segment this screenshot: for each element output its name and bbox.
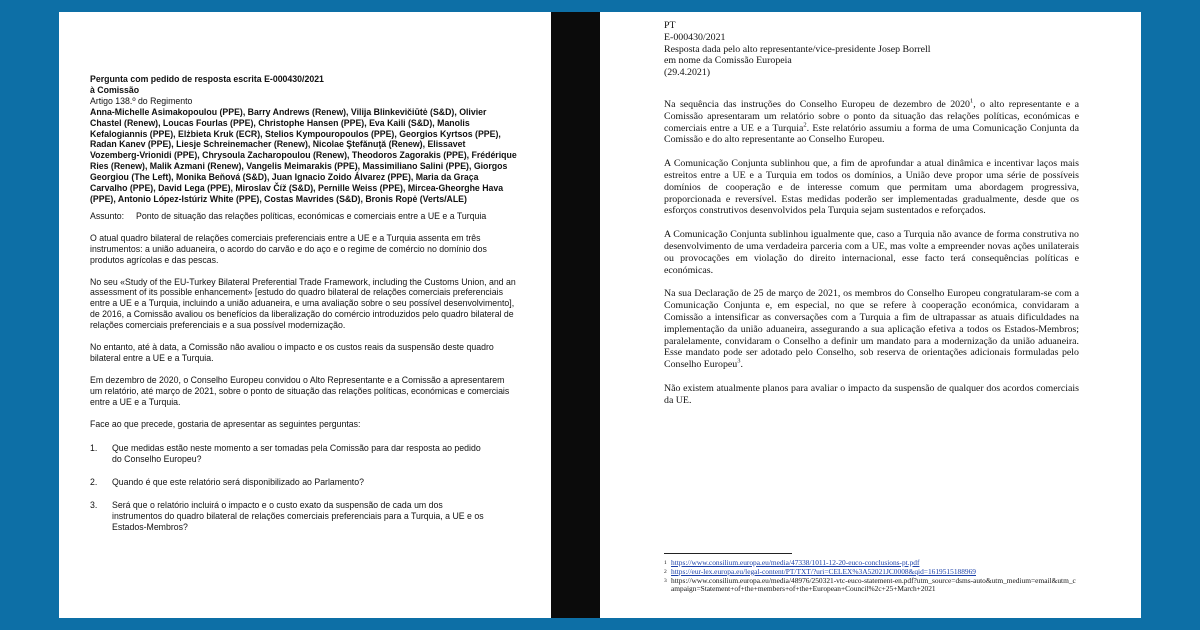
page-gap [551, 12, 600, 618]
answer-by: Resposta dada pelo alto representante/vice-presidente Josep Borrell [664, 43, 931, 55]
footnote-number: 2 [664, 568, 667, 575]
footnote-number: 3 [664, 577, 667, 584]
authors-list: Anna-Michelle Asimakopoulou (PPE), Barry Andrews (Renew), Vilija Blinkevičiūtė (S&D), Olivier Chastel (Renew), Loucas Fourlas (PPE), Christophe Hansen (PPE), Eva Kaili (S&D), Manolis Kefalogiannis (PPE), Elżbieta Kruk (ECR), Stelios Kympouropoulos (PPE), Georgios Kyrtsos (PPE), Radan Kanev (PPE), Liesje Schreinemacher (Renew), Nicolae Ştefănuţă (Renew), Elissavet Vozemberg-Vrionidi (PPE), Chrysoula Zacharopoulou (Renew), Theodoros Zagorakis (PPE), Frédérique Ries (Renew), Malik Azmani (Renew), Vangelis Meimarakis (PPE), Massimiliano Salini (PPE), Giorgos Georgiou (The Left), Monika Beňová (S&D), Juan Ignacio Zoido Álvarez (PPE), Maria da Graça Carvalho (PPE), David Lega (PPE), Miroslav Číž (S&D), Pernille Weiss (PPE), Mircea-Gheorghe Hava (PPE), Antonio López-Istúriz White (PPE), Costas Mavrides (S&D), Bronis Ropė (Verts/ALE) [90, 106, 517, 204]
question-number: 3. [90, 500, 98, 511]
paragraph: No seu «Study of the EU-Turkey Bilateral Preferential Trade Framework, including the Customs Union, and an assessment of its possible enhancement» [estudo do quadro bilateral de relações comerciais preferenciais entre a UE e a Turquia, incluindo a união aduaneira, e uma avaliação sobre o seu possível desenvolvimento], de 2016, a Comissão avaliou os benefícios da liberalização do comércio introduzidos pelo quadro bilateral de relações comerciais preferenciais e a sua possível modernização. [90, 276, 516, 331]
footnote-link[interactable]: https://eur-lex.europa.eu/legal-content/PT/TXT/?uri=CELEX%3A52021JC0008&qid=1619515188969 [671, 566, 976, 576]
question-number: 2. [90, 477, 98, 488]
footnote-url-text: https://www.consilium.europa.eu/media/48976/250321-vtc-euco-statement-en.pdf?utm_source=dsms-auto&utm_medium=email&utm_campaign=Statement+of+the+members+of+the+European+Council%2c+25+March+2021 [671, 575, 1076, 594]
answer-header [664, 20, 1079, 79]
question-item [90, 500, 517, 533]
footnote-number: 1 [664, 560, 667, 566]
text-run: . Este relatório assumiu a forma de uma Comunicação Conjunta da Comissão e do alto representante ao Conselho Europeu. [664, 122, 1079, 146]
footnote-ref[interactable]: 3 [737, 357, 741, 365]
footnote-ref[interactable]: 1 [969, 97, 974, 105]
on-behalf: em nome da Comissão Europeia [664, 55, 792, 67]
answer-paragraph [664, 99, 1079, 146]
language-code: PT [664, 20, 676, 31]
question-text: Que medidas estão neste momento a ser tomadas pela Comissão para dar resposta ao pedido do Conselho Europeu? [112, 443, 481, 465]
question-text: Quando é que este relatório será disponibilizado ao Parlamento? [112, 477, 364, 488]
answer-page [600, 12, 1141, 618]
subject-line [90, 211, 517, 222]
answer-paragraph: A Comunicação Conjunta sublinhou igualmente que, caso a Turquia não avance de forma construtiva no desenvolvimento de uma verdadeira parceria com a UE, mas volte a empreender novas ações unilaterais ou provocações em violação do direito internacional, esse facto terá consequências políticas e económicas. [664, 229, 1079, 276]
subject-label: Assunto: [90, 210, 125, 221]
paragraph: No entanto, até à data, a Comissão não avaliou o impacto e os custos reais da suspensão deste quadro bilateral entre a UE e a Turquia. [90, 342, 494, 363]
text-run: . [740, 359, 743, 371]
answer-paragraph [664, 288, 1079, 371]
text-run: Na sequência das instruções do Conselho Europeu de dezembro de 2020 [664, 98, 970, 110]
footnote-link[interactable]: https://www.consilium.europa.eu/media/47338/1011-12-20-euco-conclusions-pt.pdf [671, 558, 920, 567]
paragraph: Em dezembro de 2020, o Conselho Europeu convidou o Alto Representante e a Comissão a apresentarem um relatório, até março de 2021, sobre o ponto de situação das relações políticas, económicas e comerciais entre a UE e a Turquia. [90, 374, 510, 407]
footnote-separator [664, 553, 792, 554]
regulation-article: Artigo 138.º do Regimento [90, 95, 193, 106]
footnotes [664, 553, 1079, 594]
paragraph: O atual quadro bilateral de relações comerciais preferenciais entre a UE e a Turquia assenta em três instrumentos: a união aduaneira, o acordo do carvão e do aço e o regime de comércio no domínio dos produtos agrícolas e das pescas. [90, 232, 487, 265]
footnote [664, 577, 1079, 595]
text-run: Na sua Declaração de 25 de março de 2021, os membros do Conselho Europeu congratularam-se com a Comunicação Conjunta e, em especial, no que se refere à cooperação económica, convidaram a Comissão a intensificar as conversações com a Turquia a fim de ultrapassar as atuais dificuldades na implementação da união aduaneira, assegurando a sua aplicação efetiva a todos os Estados-Membros; paralelamente, convidaram o Conselho a definir um mandato para a modernização da união aduaneira. Esse mandato pode ser adotado pelo Conselho, sob reserva de orientações adicionais formuladas pelo Conselho Europeu [664, 288, 1079, 371]
footnote-ref[interactable]: 2 [803, 121, 807, 129]
answer-paragraph: Não existem atualmente planos para avaliar o impacto da suspensão de qualquer dos acordos comerciais da UE. [664, 382, 1079, 406]
questions-list [90, 443, 517, 532]
answer-date: (29.4.2021) [664, 67, 711, 79]
question-title: Pergunta com pedido de resposta escrita E-000430/2021 [90, 74, 324, 84]
addressee: à Comissão [90, 84, 140, 95]
text-run: , o alto representante e a Comissão apresentaram um relatório sobre o ponto da situação das relações políticas, económicas e comerciais entre a UE e a Turquia [664, 98, 1079, 134]
paragraph: Face ao que precede, gostaria de apresentar as seguintes perguntas: [90, 418, 361, 429]
question-item [90, 477, 517, 488]
question-page [59, 12, 551, 618]
reference-number: E-000430/2021 [664, 31, 726, 43]
question-number: 1. [90, 443, 98, 454]
question-text: Será que o relatório incluirá o impacto e o custo exato da suspensão de cada um dos instrumentos do quadro bilateral de relações comerciais preferenciais para a Turquia, a UE e os Estados-Membros? [112, 500, 484, 532]
answer-paragraph: A Comunicação Conjunta sublinhou que, a fim de aprofundar a atual dinâmica e incentivar laços mais estreitos entre a UE e a Turquia em todos os domínios, a União deve propor uma série de possíveis domínios de cooperação e de interesse comum que permitam uma abordagem progressiva, proporcionada e reversível. Estas medidas poderão ser implementadas gradualmente, desde que os esforços construtivos desenvolvidos pela Turquia sejam sustentados e reforçados. [664, 158, 1079, 217]
question-item [90, 443, 517, 465]
subject-text: Ponto de situação das relações políticas, económicas e comerciais entre a UE e a Turquia [136, 210, 487, 221]
